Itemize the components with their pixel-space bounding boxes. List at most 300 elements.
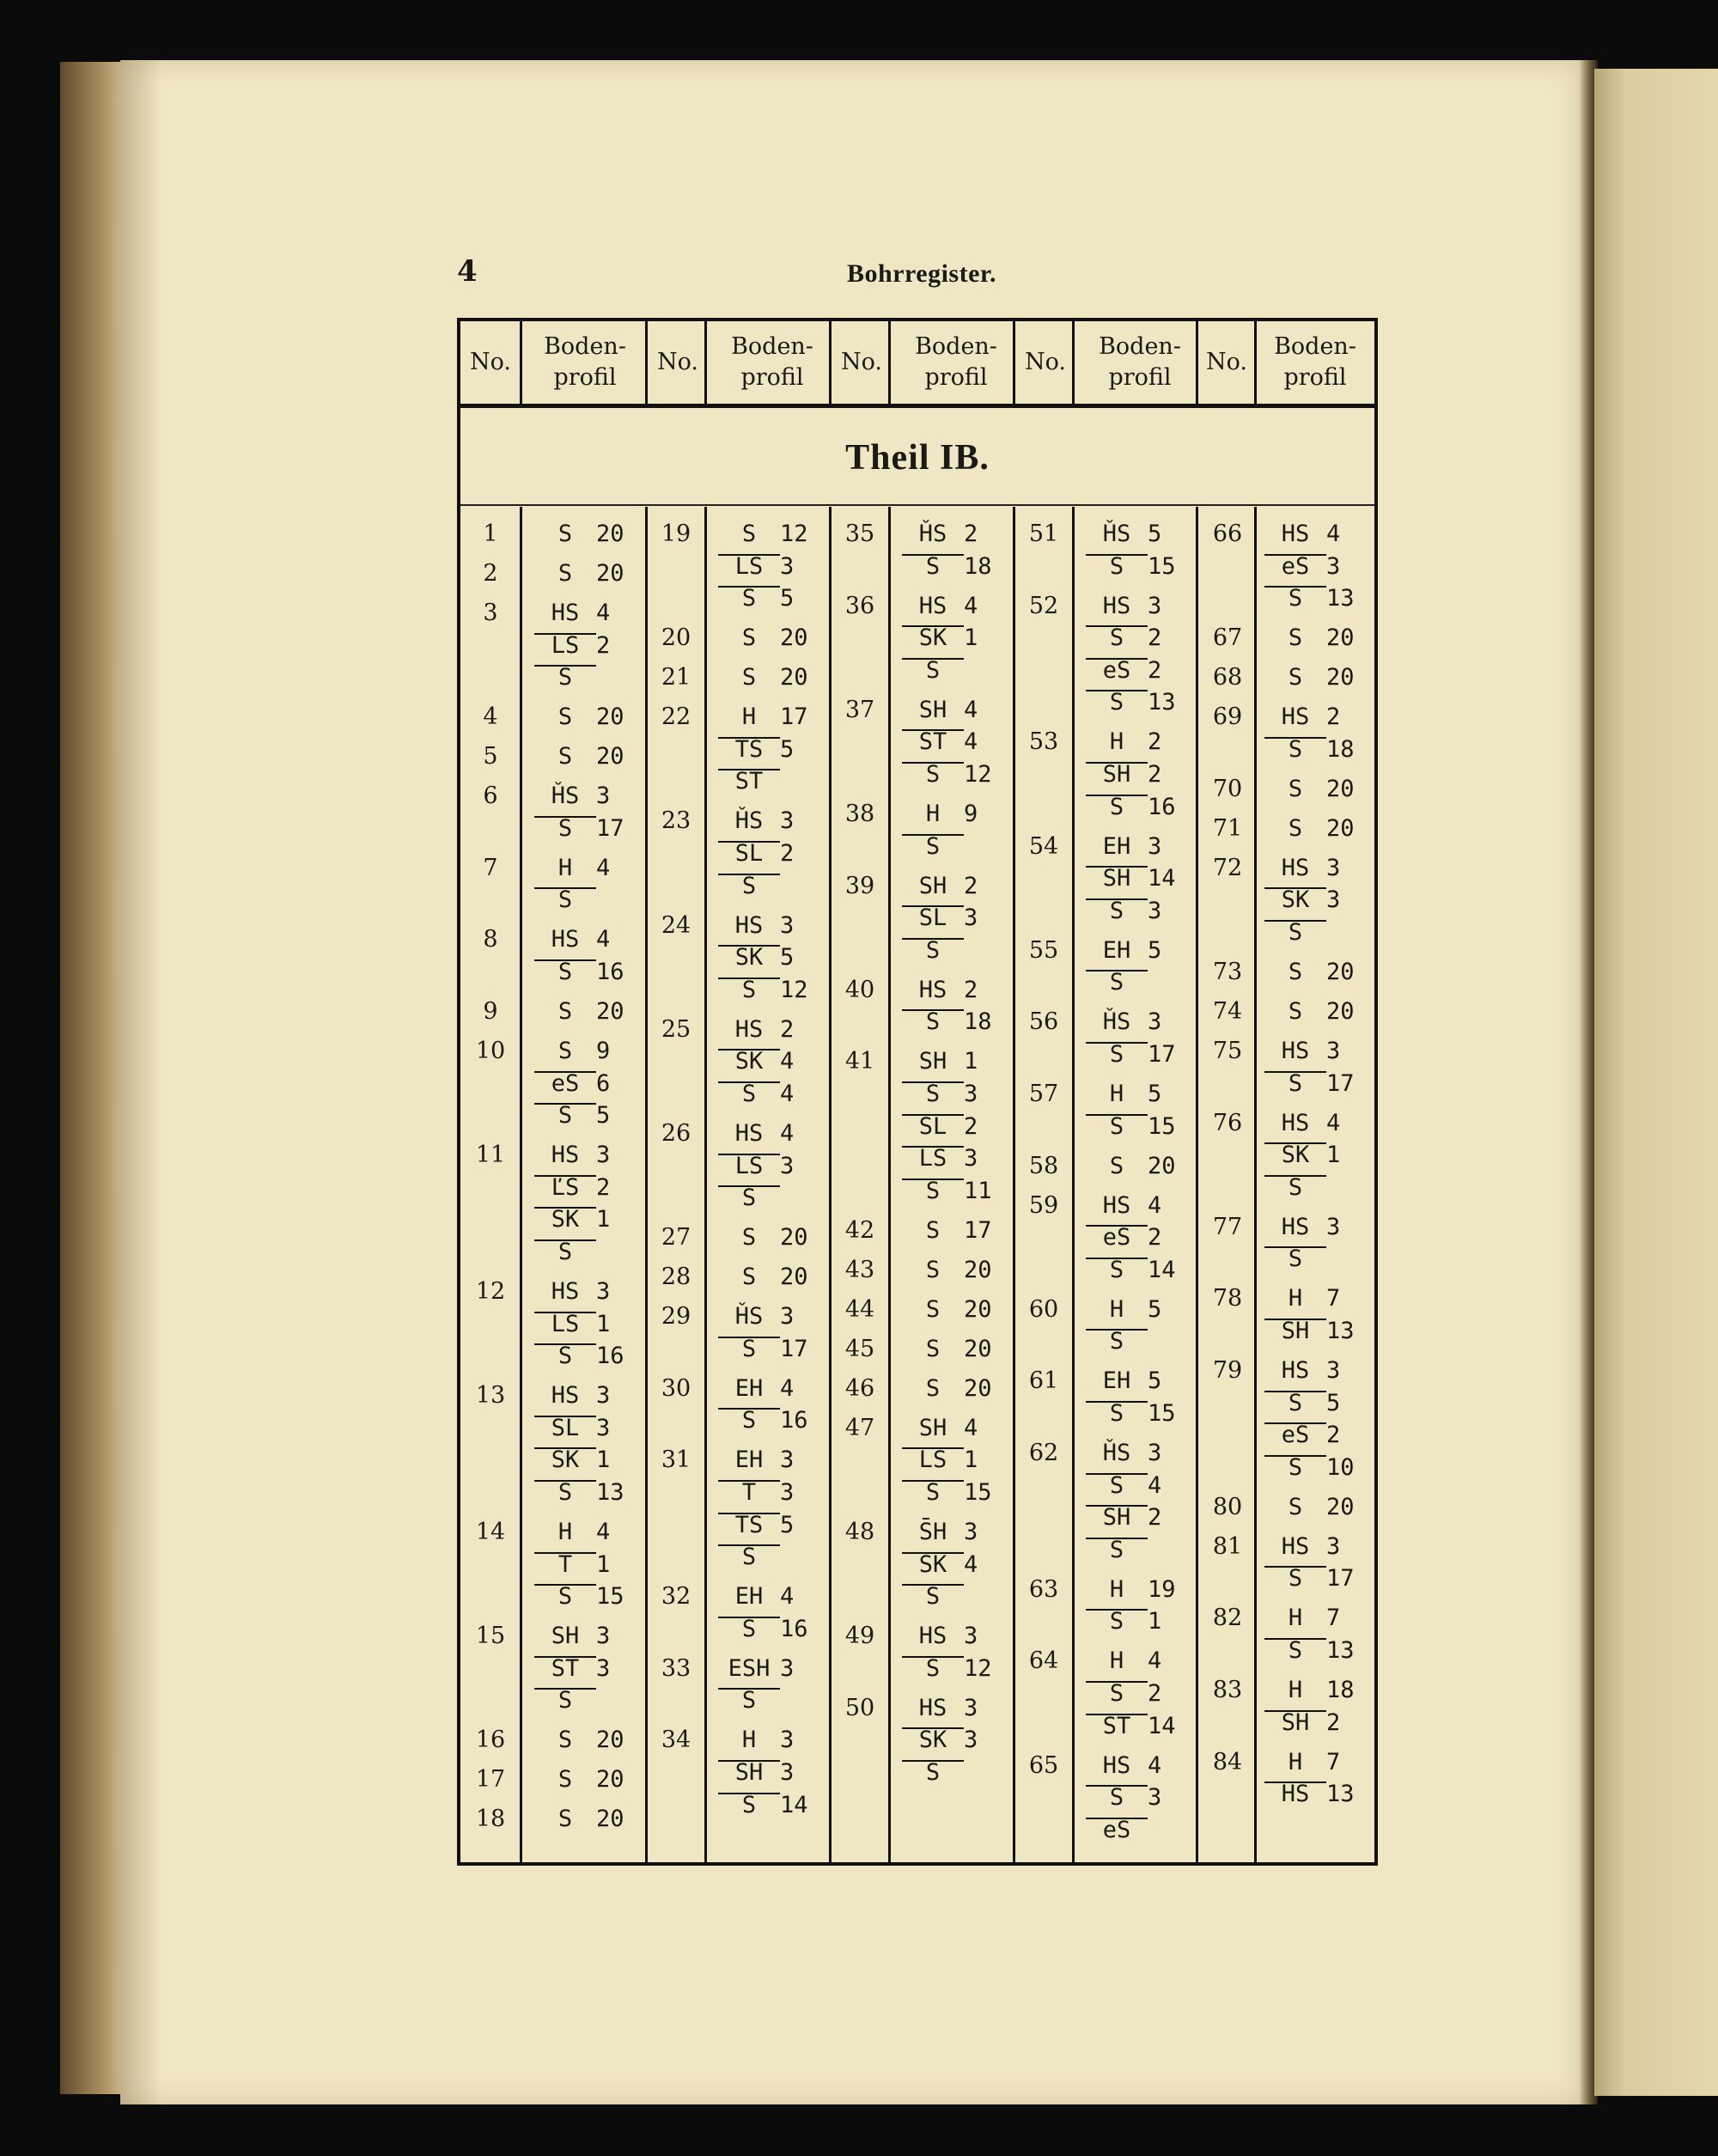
soil-code: S [902, 1584, 964, 1608]
thickness-value: 15 [1148, 1400, 1176, 1427]
thickness-value: 4 [596, 926, 611, 953]
profile-layer [718, 768, 821, 795]
profile-layer [1264, 1318, 1368, 1344]
col-rule [888, 321, 891, 404]
soil-code: TS [718, 1513, 780, 1537]
profile-layer [718, 1583, 821, 1610]
soil-code: S̄H [918, 1519, 947, 1545]
thickness-value: 4 [596, 600, 611, 626]
soil-code: S [718, 874, 780, 898]
bore-number: 59 [1028, 1191, 1059, 1219]
soil-code: H [1109, 1295, 1124, 1323]
profile-layer [1086, 1041, 1189, 1068]
profile-layer [902, 977, 1005, 1003]
thickness-value: 5 [1148, 1295, 1162, 1323]
col-rule [704, 321, 707, 404]
thickness-value: 2 [780, 1015, 795, 1043]
soil-code: S [557, 743, 573, 770]
soil-code: ST [534, 1656, 596, 1680]
profile-layer [902, 1623, 1005, 1649]
thickness-value: 16 [1148, 793, 1176, 820]
thickness-value: 3 [964, 1145, 978, 1172]
profile-layer [718, 840, 821, 867]
thickness-value: 5 [780, 735, 795, 763]
profile-layer [718, 1727, 821, 1753]
bore-number: 12 [475, 1278, 506, 1305]
thickness-value: 18 [1326, 735, 1355, 763]
soil-code: S [1264, 1246, 1326, 1270]
soil-code: SK [902, 1552, 964, 1576]
soil-code: S [1086, 1329, 1148, 1353]
soil-code: SH [1086, 866, 1148, 890]
bore-number: 13 [475, 1382, 506, 1410]
profile-layer [534, 600, 637, 626]
profile-layer [718, 703, 821, 730]
thickness-value: 20 [596, 1766, 624, 1794]
thickness-value: 13 [1326, 1318, 1355, 1344]
profile-layer [1264, 553, 1368, 580]
bore-number: 1 [483, 521, 498, 547]
profile-layer [718, 1512, 821, 1538]
thickness-value: 3 [596, 1382, 611, 1410]
profile-layer [718, 807, 821, 834]
thickness-value: 2 [1148, 624, 1162, 652]
thickness-value: 20 [596, 1727, 624, 1754]
profile-layer [902, 1257, 1005, 1283]
thickness-value: 4 [1148, 1751, 1162, 1779]
thickness-value: 20 [1326, 998, 1355, 1025]
soil-code: S [718, 1544, 780, 1568]
profile-layer [902, 697, 1005, 723]
thickness-value: 2 [964, 872, 978, 899]
profile-layer [902, 761, 1005, 788]
soil-code: S [1264, 586, 1326, 610]
profile-layer [1086, 898, 1189, 924]
profile-layer [718, 1759, 821, 1786]
profile-layer [1264, 1142, 1368, 1168]
soil-code: S [557, 1727, 573, 1754]
soil-code: S [534, 1343, 596, 1367]
profile-layer [902, 937, 1005, 964]
profile-layer [1086, 1367, 1189, 1394]
profile-layer [1264, 703, 1368, 730]
thickness-value: 3 [780, 1303, 795, 1331]
profile-layer [1264, 1749, 1368, 1775]
profile-layer [1264, 1637, 1368, 1664]
thickness-value: 6 [596, 1069, 611, 1097]
page-shade [120, 60, 161, 2104]
bore-number: 48 [844, 1519, 875, 1545]
thickness-value: 5 [1148, 521, 1162, 547]
soil-code: SK [718, 945, 780, 969]
bore-number: 28 [661, 1264, 691, 1291]
profile-layer [718, 1792, 821, 1818]
soil-code: eS [1086, 658, 1148, 682]
soil-code: H [557, 1519, 573, 1545]
profile-layer [1264, 1533, 1368, 1560]
soil-code: HS [1281, 1213, 1310, 1240]
soil-code: SL [902, 905, 964, 929]
thickness-value: 4 [964, 728, 978, 756]
profile-layer [1086, 1713, 1189, 1739]
soil-code: EH [734, 1374, 764, 1402]
soil-code: S [902, 658, 964, 682]
profile-layer [534, 703, 637, 730]
thickness-value: 3 [780, 1654, 795, 1682]
thickness-value: 2 [1326, 703, 1341, 731]
profile-layer [718, 736, 821, 763]
soil-code: S [1086, 795, 1148, 819]
profile-layer [534, 926, 637, 953]
thickness-value: 3 [1148, 1440, 1162, 1466]
profile-layer [1086, 689, 1189, 716]
profile-layer [718, 1544, 821, 1570]
thickness-value: 1 [596, 1206, 611, 1233]
bore-number: 22 [661, 703, 691, 731]
thickness-value: 1 [964, 624, 978, 652]
thickness-value: 2 [596, 1173, 611, 1201]
profile-layer [534, 1142, 637, 1168]
soil-code: S [534, 665, 596, 689]
soil-code: SH [918, 1414, 947, 1441]
soil-code: SK [1264, 887, 1326, 911]
profile-layer [1264, 1214, 1368, 1240]
soil-code: S [1086, 690, 1148, 714]
profile-layer [902, 728, 1005, 755]
thickness-value: 20 [780, 1224, 808, 1252]
profile-layer [1264, 815, 1368, 842]
bore-number: 20 [661, 624, 691, 652]
thickness-value: 2 [1148, 761, 1162, 788]
thickness-value: 3 [780, 1759, 795, 1786]
soil-code: LS [902, 1447, 964, 1471]
profile-layer [718, 585, 821, 612]
profile-layer [534, 1655, 637, 1682]
bore-number: 57 [1028, 1081, 1059, 1107]
thickness-value: 17 [964, 1216, 992, 1244]
profile-layer [902, 1296, 1005, 1323]
thickness-value: 5 [780, 585, 795, 612]
thickness-value: 20 [596, 998, 624, 1025]
soil-code: LS [718, 554, 780, 578]
profile-layer [1264, 1781, 1368, 1807]
soil-code: HS [1281, 1109, 1310, 1136]
soil-code: SH [918, 872, 947, 899]
profile-layer [902, 1336, 1005, 1362]
soil-code: eS [1086, 1225, 1148, 1249]
profile-layer [718, 1081, 821, 1107]
bore-number: 60 [1028, 1295, 1059, 1323]
thickness-value: 3 [964, 1081, 978, 1107]
profile-layer [1086, 624, 1189, 651]
profile-layer [718, 664, 821, 691]
thickness-value: 3 [964, 1519, 978, 1545]
profile-layer [902, 624, 1005, 651]
bore-number: 80 [1212, 1493, 1243, 1520]
profile-layer [534, 1551, 637, 1578]
bore-number: 44 [844, 1295, 875, 1323]
soil-code: S [741, 1224, 757, 1252]
soil-code: H [1109, 1575, 1124, 1603]
thickness-value: 13 [596, 1479, 624, 1506]
soil-code: eS [1264, 554, 1326, 578]
thickness-value: 20 [780, 624, 808, 652]
profile-layer [1086, 937, 1189, 964]
profile-layer [1264, 1454, 1368, 1481]
profile-layer [1264, 1494, 1368, 1520]
thickness-value: 2 [1148, 656, 1162, 684]
soil-code: S [1288, 998, 1303, 1025]
bore-number: 24 [661, 911, 691, 939]
header-no-2: No. [657, 349, 698, 375]
thickness-value: 3 [964, 904, 978, 932]
thickness-value: 13 [1148, 689, 1176, 716]
profile-layer [1086, 1224, 1189, 1251]
profile-layer [534, 743, 637, 770]
bore-number: 10 [475, 1038, 506, 1064]
thickness-value: 20 [596, 743, 624, 770]
soil-code: S [741, 624, 757, 652]
thickness-value: 13 [1326, 1781, 1355, 1808]
soil-code: T [718, 1480, 780, 1504]
soil-code: ȞS [1102, 521, 1131, 547]
profile-layer [1264, 1357, 1368, 1384]
profile-layer [718, 1264, 821, 1290]
thickness-value: 5 [1148, 936, 1162, 964]
thickness-value: 3 [1148, 1008, 1162, 1036]
profile-layer [534, 783, 637, 809]
soil-code: H [741, 1727, 757, 1754]
profile-layer [1264, 886, 1368, 913]
soil-code: EH [1102, 1367, 1131, 1395]
thickness-value: 20 [1148, 1152, 1176, 1179]
profile-layer [1264, 1038, 1368, 1064]
soil-code: S [1086, 970, 1148, 994]
thickness-value: 3 [1326, 552, 1341, 580]
thickness-value: 15 [596, 1583, 624, 1611]
thickness-value: 14 [1148, 1256, 1176, 1283]
bore-number: 52 [1028, 592, 1059, 619]
profile-layer [534, 1623, 637, 1649]
thickness-value: 20 [596, 560, 624, 587]
soil-code: LS [534, 1312, 596, 1336]
profile-layer [1264, 1070, 1368, 1097]
thickness-value: 12 [964, 1654, 992, 1682]
profile-layer [1086, 657, 1189, 684]
bore-number: 83 [1212, 1677, 1243, 1703]
bore-number: 72 [1212, 854, 1243, 881]
profile-layer [1264, 1422, 1368, 1448]
bore-number: 73 [1212, 959, 1243, 985]
thickness-value: 13 [1326, 1637, 1355, 1664]
profile-layer [1264, 521, 1368, 547]
soil-code: SH [1264, 1710, 1326, 1734]
soil-code: S [557, 1766, 573, 1794]
profile-layer [718, 624, 821, 651]
bore-number: 46 [844, 1374, 875, 1402]
bore-number: 61 [1028, 1367, 1059, 1395]
col-rule [829, 321, 832, 404]
soil-code: S [1086, 898, 1148, 923]
soil-code: S [534, 1480, 596, 1504]
thickness-value: 3 [964, 1694, 978, 1721]
profile-layer [718, 977, 821, 1003]
thickness-value: 16 [596, 959, 624, 985]
soil-code: S [902, 1760, 964, 1784]
profile-layer [902, 1759, 1005, 1786]
soil-code: HS [734, 1015, 764, 1043]
header-profile-1: Boden- profil [544, 333, 626, 391]
thickness-value: 3 [1326, 1357, 1341, 1384]
soil-code: HS [734, 1120, 764, 1147]
thickness-value: 3 [780, 807, 795, 835]
soil-code: eS [1264, 1422, 1326, 1446]
bore-number: 2 [483, 560, 498, 587]
soil-code: S [1288, 959, 1303, 985]
profile-layer [1086, 969, 1189, 996]
soil-code: S [925, 1256, 941, 1283]
table-header [460, 321, 1374, 408]
bore-number: 75 [1212, 1038, 1243, 1064]
profile-layer [534, 1727, 637, 1753]
bore-number: 65 [1028, 1751, 1059, 1779]
profile-layer [534, 1239, 637, 1265]
bore-number: 19 [661, 521, 691, 547]
thickness-value: 2 [1326, 1708, 1341, 1736]
soil-code: SK [718, 1049, 780, 1073]
soil-code: SH [918, 696, 947, 723]
soil-code: S [1086, 625, 1148, 649]
profile-layer [1086, 865, 1189, 892]
bore-number: 31 [661, 1446, 691, 1474]
profile-layer [902, 1446, 1005, 1473]
thickness-value: 3 [1148, 897, 1162, 924]
bore-number: 56 [1028, 1008, 1059, 1036]
soil-code: ĽS [534, 1175, 596, 1199]
thickness-value: 3 [780, 911, 795, 939]
soil-code: S [902, 1009, 964, 1033]
soil-code: S [1086, 554, 1148, 578]
soil-code: S [1086, 1258, 1148, 1282]
page-number: 4 [457, 254, 478, 289]
bore-number: 53 [1028, 728, 1059, 756]
soil-code: SK [902, 1727, 964, 1751]
soil-code: SH [551, 1623, 580, 1650]
bore-number: 71 [1212, 814, 1243, 842]
thickness-value: 19 [1148, 1575, 1176, 1603]
soil-code: HS [1281, 521, 1310, 547]
soil-code: HS [1102, 1751, 1131, 1779]
soil-code: ȞS [1102, 1008, 1131, 1036]
profile-layer [902, 1145, 1005, 1172]
thickness-value: 4 [964, 592, 978, 619]
profile-layer [902, 1583, 1005, 1610]
profile-layer [1264, 1709, 1368, 1736]
profile-layer [718, 1479, 821, 1506]
thickness-value: 4 [1326, 521, 1341, 547]
profile-layer [534, 1687, 637, 1714]
profile-layer [902, 657, 1005, 684]
thickness-value: 20 [596, 1806, 624, 1833]
thickness-value: 11 [964, 1177, 992, 1204]
soil-code: SH [1086, 1505, 1148, 1529]
bore-number: 77 [1212, 1213, 1243, 1240]
profile-layer [1264, 664, 1368, 691]
profile-layer [534, 1070, 637, 1097]
col-rule [1013, 321, 1015, 404]
soil-code: S [718, 1408, 780, 1432]
soil-code: S [718, 1185, 780, 1209]
soil-code: S [902, 1656, 964, 1680]
soil-code: eS [534, 1071, 596, 1095]
soil-code: HS [1102, 1191, 1131, 1219]
profile-layer [1086, 761, 1189, 788]
bore-number: 64 [1028, 1647, 1059, 1675]
profile-layer [902, 1479, 1005, 1506]
thickness-value: 2 [1148, 728, 1162, 756]
thickness-value: 4 [780, 1583, 795, 1611]
soil-code: LS [902, 1146, 964, 1170]
soil-code: S [718, 586, 780, 610]
thickness-value: 7 [1326, 1748, 1341, 1775]
profile-layer [1086, 1440, 1189, 1466]
soil-code: S [1264, 1455, 1326, 1479]
bore-number: 50 [844, 1694, 875, 1721]
thickness-value: 12 [780, 976, 808, 1003]
soil-code: S [902, 762, 964, 786]
profile-layer [1086, 1647, 1189, 1674]
profile-layer [1086, 1817, 1189, 1843]
soil-code: HS [551, 926, 580, 953]
profile-layer [902, 801, 1005, 827]
bore-number: 37 [844, 696, 875, 723]
thickness-value: 4 [780, 1081, 795, 1107]
profile-layer [718, 1048, 821, 1075]
soil-code: H [1288, 1605, 1303, 1632]
bohrregister-table [457, 318, 1378, 1866]
thickness-value: 4 [780, 1374, 795, 1402]
thickness-value: 1 [1326, 1142, 1341, 1169]
thickness-value: 17 [1326, 1565, 1355, 1593]
bore-number: 42 [844, 1216, 875, 1244]
bore-number: 79 [1212, 1357, 1243, 1384]
bore-number: 55 [1028, 936, 1059, 964]
book-edge [60, 62, 129, 2094]
bore-number: 38 [844, 801, 875, 827]
soil-code: S [1086, 1042, 1148, 1066]
soil-code: S [1086, 1609, 1148, 1633]
soil-code: S [1288, 1493, 1303, 1520]
soil-code: HS [1264, 1781, 1326, 1806]
thickness-value: 15 [964, 1479, 992, 1506]
bore-number: 76 [1212, 1109, 1243, 1136]
col-rule [520, 321, 522, 404]
profile-layer [718, 1446, 821, 1473]
soil-code: S [1086, 1401, 1148, 1425]
bore-number: 40 [844, 976, 875, 1003]
profile-layer [1264, 1285, 1368, 1312]
thickness-value: 20 [780, 664, 808, 691]
thickness-value: 20 [964, 1256, 992, 1283]
facing-page [1594, 69, 1718, 2096]
soil-code: S [741, 1264, 757, 1291]
thickness-value: 5 [1148, 1367, 1162, 1395]
profile-layer [718, 1303, 821, 1330]
thickness-value: 1 [1148, 1608, 1162, 1635]
profile-layer [1086, 521, 1189, 547]
thickness-value: 2 [596, 631, 611, 659]
profile-layer [718, 553, 821, 580]
